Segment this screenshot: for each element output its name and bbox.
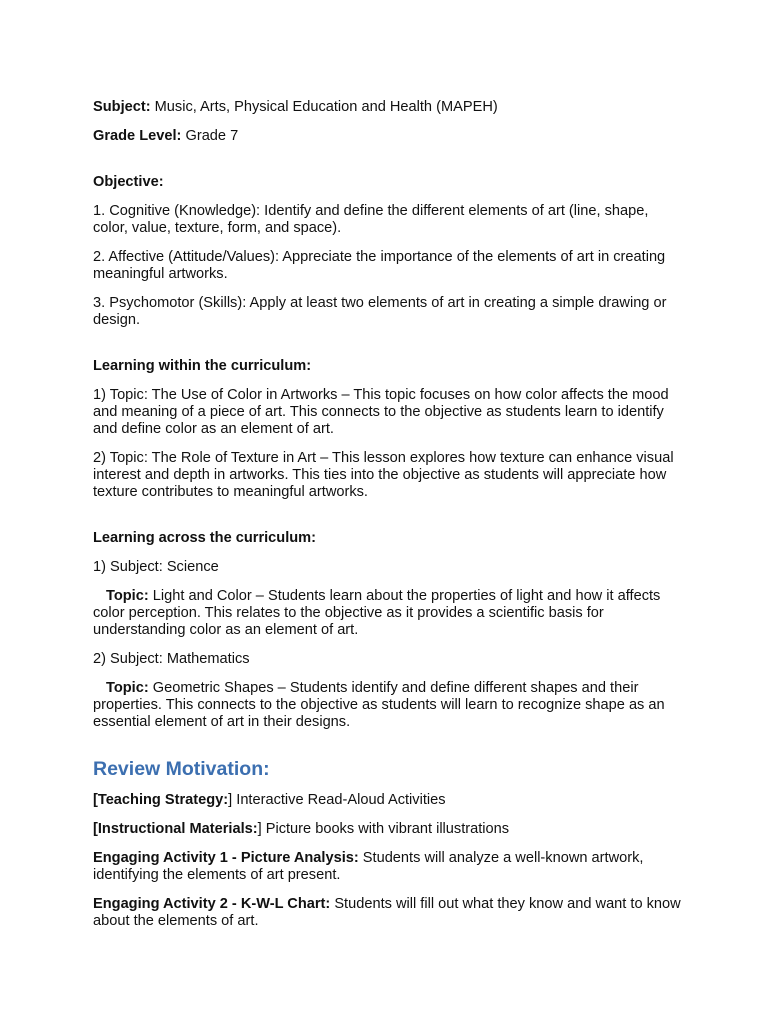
within-curriculum-item-color: 1) Topic: The Use of Color in Artworks – This topic focuses on how color affects the mood and meaning of a piece of art. This connects to the objective as students learn to identify and define color as an element of art. (93, 387, 669, 437)
teaching-strategy-line (93, 792, 683, 809)
instructional-materials-line (93, 821, 683, 838)
activity-2-text: Students will fill out what they know and want to know about the elements of art. (93, 896, 681, 929)
subject-value: Music, Arts, Physical Education and Health (MAPEH) (150, 99, 498, 115)
grade-level-line (93, 128, 683, 145)
topic-label: Topic: (106, 588, 149, 604)
activity-1-label: Engaging Activity 1 - Picture Analysis: (93, 850, 359, 866)
topic-label: Topic: (106, 680, 149, 696)
across-curriculum-heading (93, 530, 683, 547)
across-curriculum-heading-text: Learning across the curriculum: (93, 530, 317, 546)
objective-heading-text: Objective: (93, 174, 164, 190)
activity-2-label: Engaging Activity 2 - K-W-L Chart: (93, 896, 331, 912)
objective-item-psychomotor: 3. Psychomotor (Skills): Apply at least two elements of art in creating a simple drawing or design. (93, 295, 667, 328)
activity-1-text: Students will analyze a well-known artwork, identifying the elements of art present. (93, 850, 644, 883)
grade-level-value: Grade 7 (181, 128, 239, 144)
across-subject-math: 2) Subject: Mathematics (93, 651, 250, 667)
teaching-strategy-value: ] Interactive Read-Aloud Activities (228, 792, 446, 808)
objective-item-affective: 2. Affective (Attitude/Values): Appreciate the importance of the elements of art in creating meaningful artworks. (93, 249, 666, 282)
spacer (93, 341, 683, 358)
instructional-materials-value: ] Picture books with vibrant illustrations (257, 821, 510, 837)
teaching-strategy-label: [Teaching Strategy: (93, 792, 229, 808)
topic-text: Light and Color – Students learn about the properties of light and how it affects color perception. This relates to the objective as it provides a scientific basis for understanding color as an element of art. (93, 588, 661, 638)
instructional-materials-label: [Instructional Materials: (93, 821, 258, 837)
objective-heading (93, 174, 683, 191)
engaging-activity-1 (93, 850, 683, 884)
spacer (93, 513, 683, 530)
lesson-plan-content (93, 99, 683, 942)
spacer (93, 157, 683, 174)
across-topic-math (93, 680, 683, 731)
review-motivation-heading: Review Motivation: (93, 758, 270, 780)
grade-level-label: Grade Level: (93, 128, 182, 144)
across-subject-science: 1) Subject: Science (93, 559, 219, 575)
objective-item-cognitive: 1. Cognitive (Knowledge): Identify and define the different elements of art (line, shape, color, value, texture, form, and space). (93, 203, 649, 236)
within-curriculum-item-texture: 2) Topic: The Role of Texture in Art – This lesson explores how texture can enhance visual interest and depth in artworks. This ties into the objective as students will appreciate how texture contributes to meaningful artworks. (93, 450, 674, 500)
subject-line (93, 99, 683, 116)
within-curriculum-heading-text: Learning within the curriculum: (93, 358, 312, 374)
subject-label: Subject: (93, 99, 151, 115)
engaging-activity-2 (93, 896, 683, 930)
topic-text: Geometric Shapes – Students identify and define different shapes and their properties. This connects to the objective as students will learn to recognize shape as an essential element of art in their designs. (93, 680, 665, 730)
within-curriculum-heading (93, 358, 683, 375)
across-topic-science (93, 588, 683, 639)
